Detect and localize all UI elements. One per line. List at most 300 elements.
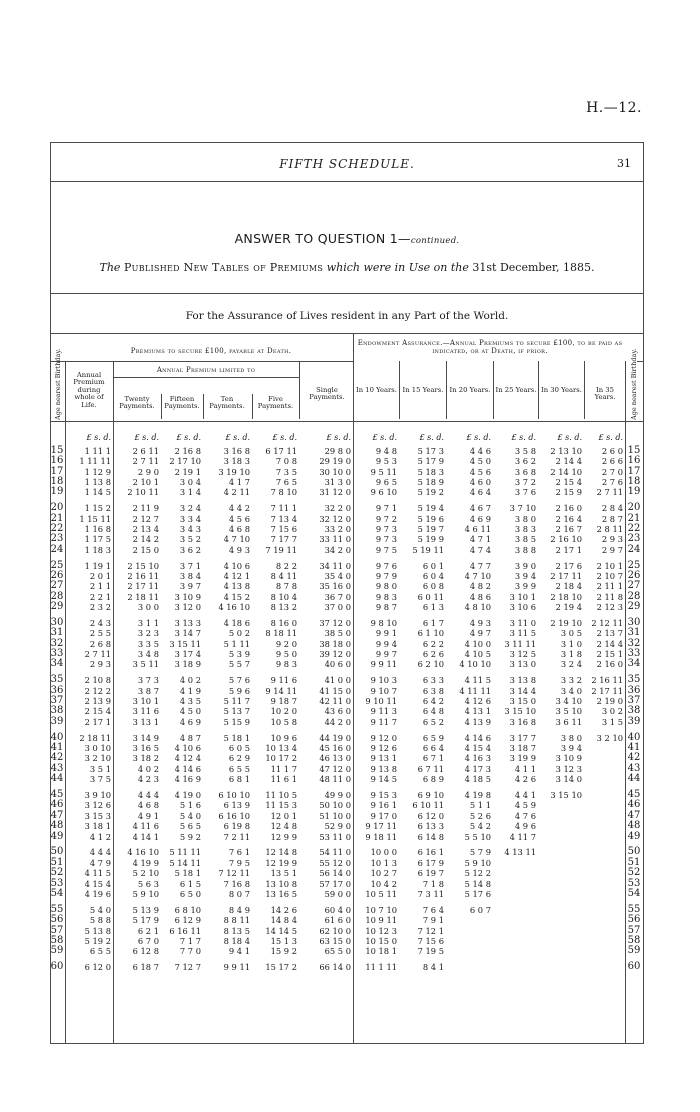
premium-cell: 39 12 0 [319, 649, 351, 660]
premium-cell: 32 12 0 [319, 513, 351, 524]
premium-cell: 4 2 3 [137, 774, 159, 785]
premium-cell: 2 18 4 [555, 581, 582, 592]
premium-cell: 4 9 6 [514, 821, 536, 832]
premium-cell: 6 0 7 [469, 904, 491, 915]
premium-cell: 4 10 6 [223, 560, 250, 571]
premium-cell: 12 4 8 [270, 821, 297, 832]
units-label: £ s. d. [557, 433, 582, 442]
page-number: 31 [617, 157, 631, 170]
age-left: 52 [50, 867, 64, 879]
published-dot: . [590, 261, 595, 274]
age-left: 33 [50, 648, 64, 660]
premium-cell: 10 5 11 [365, 888, 397, 899]
age-header-left: Age nearest Birthday. [54, 348, 62, 420]
premium-cell: 4 13 9 [464, 716, 491, 727]
premium-cell: 3 10 9 [555, 753, 582, 764]
premium-cell: 9 8 7 [375, 602, 397, 613]
premium-cell: 5 19 11 [412, 544, 444, 555]
units-label: £ s. d. [598, 433, 623, 442]
premium-cell: 9 12 6 [370, 743, 397, 754]
premium-cell: 6 5 5 [228, 763, 250, 774]
premium-cell: 2 17 1 [84, 716, 111, 727]
premium-cell: 4 19 9 [132, 857, 159, 868]
premium-cell: 8 7 8 [275, 581, 297, 592]
premium-cell: 5 5 7 [228, 659, 250, 670]
premium-cell: 2 16 4 [555, 513, 582, 524]
age-left: 21 [50, 512, 64, 524]
premium-cell: 6 4 8 [422, 706, 444, 717]
premium-cell: 8 16 0 [270, 618, 297, 629]
premium-cell: 9 10 11 [365, 696, 397, 707]
premium-cell: 5 2 10 [132, 868, 159, 879]
premium-cell: 37 0 0 [324, 602, 351, 613]
premium-cell: 4 4 2 [228, 503, 250, 514]
premium-cell: 2 14 10 [550, 466, 582, 477]
premium-cell: 4 6 9 [179, 716, 201, 727]
premium-cell: 3 17 4 [174, 649, 201, 660]
premium-cell: 2 10 8 [84, 675, 111, 686]
age-left: 32 [50, 637, 64, 649]
rule [51, 293, 643, 294]
premium-cell: 6 12 0 [84, 962, 111, 973]
premium-cell: 4 2 11 [223, 487, 250, 498]
premium-cell: 3 4 0 [560, 685, 582, 696]
age-right: 45 [627, 789, 641, 801]
premium-cell: 3 16 5 [132, 743, 159, 754]
premium-cell: 3 7 6 [514, 487, 536, 498]
answer-heading [51, 231, 643, 246]
premium-cell: 4 17 3 [464, 763, 491, 774]
published-tables-heading [51, 261, 643, 274]
age-right: 27 [627, 580, 641, 592]
premium-cell: 3 17 7 [509, 732, 536, 743]
units-label: £ s. d. [511, 433, 536, 442]
premium-cell: 9 7 3 [375, 534, 397, 545]
premium-cell: 54 11 0 [319, 847, 351, 858]
premium-cell: 6 7 0 [137, 935, 159, 946]
premium-cell: 5 7 6 [228, 675, 250, 686]
premium-cell: 2 3 2 [89, 602, 111, 613]
age-right: 31 [627, 627, 641, 639]
premium-cell: 4 1 9 [179, 685, 201, 696]
premium-cell: 10 5 8 [270, 716, 297, 727]
premium-cell: 10 0 0 [370, 847, 397, 858]
age-left: 40 [50, 731, 64, 743]
premium-cell: 6 12 0 [417, 810, 444, 821]
age-right: 54 [627, 887, 641, 899]
premium-cell: 4 1 2 [89, 831, 111, 842]
premium-cell: 4 15 4 [464, 743, 491, 754]
age-right: 29 [627, 601, 641, 613]
premium-cell: 2 7 0 [601, 466, 623, 477]
premium-cell: 1 14 5 [84, 487, 111, 498]
premium-cell: 43 6 0 [324, 706, 351, 717]
premium-cell: 4 1 1 [514, 763, 536, 774]
units-label: £ s. d. [466, 433, 491, 442]
premium-cell: 9 5 0 [275, 649, 297, 660]
premium-cell: 4 5 6 [469, 466, 491, 477]
age-left: 45 [50, 789, 64, 801]
premium-cell: 4 8 10 [464, 602, 491, 613]
premium-cell: 34 2 0 [324, 544, 351, 555]
premium-cell: 5 6 5 [179, 821, 201, 832]
age-right: 34 [627, 658, 641, 670]
age-right: 30 [627, 617, 641, 629]
premium-cell: 9 9 11 [370, 659, 397, 670]
premium-cell: 3 8 8 [514, 544, 536, 555]
premium-cell: 4 0 2 [179, 675, 201, 686]
premium-cell: 7 9 5 [228, 857, 250, 868]
premium-cell: 5 14 8 [464, 878, 491, 889]
premium-cell: 10 18 1 [365, 946, 397, 957]
premium-cell: 63 15 0 [319, 935, 351, 946]
schedule-title: FIFTH SCHEDULE. [279, 157, 415, 171]
age-right: 52 [627, 867, 641, 879]
premium-cell: 4 5 0 [179, 706, 201, 717]
premium-cell: 3 11 11 [504, 638, 536, 649]
premium-cell: 5 13 9 [132, 904, 159, 915]
premium-cell: 9 14 11 [265, 685, 297, 696]
premium-cell: 2 11 9 [132, 503, 159, 514]
premium-cell: 3 8 0 [514, 513, 536, 524]
whole-life-header: Annual Premium during whole of Life. [73, 371, 105, 409]
premium-cell: 2 10 1 [132, 477, 159, 488]
premium-cell: 12 19 9 [265, 857, 297, 868]
premium-cell: 4 10 5 [464, 649, 491, 660]
premium-cell: 12 9 9 [270, 831, 297, 842]
premium-cell: 9 4 8 [375, 446, 397, 456]
premium-cell: 8 18 4 [223, 935, 250, 946]
premium-cell: 2 4 3 [89, 618, 111, 629]
age-right: 28 [627, 590, 641, 602]
age-right: 42 [627, 752, 641, 764]
premium-cell: 3 3 5 [137, 638, 159, 649]
premium-cell: 10 12 3 [365, 925, 397, 936]
premium-cell: 1 13 8 [84, 477, 111, 488]
premium-cell: 4 10 0 [464, 638, 491, 649]
premium-cell: 2 6 0 [601, 446, 623, 456]
premium-cell: 61 6 0 [324, 915, 351, 926]
premium-cell: 6 10 10 [218, 790, 250, 801]
five-payments-header: Five Payments. [257, 395, 294, 411]
premium-cell: 37 12 0 [319, 618, 351, 629]
age-right: 22 [627, 523, 641, 535]
age-left: 15 [50, 445, 64, 456]
premium-cell: 4 19 8 [464, 790, 491, 801]
page-header [51, 143, 643, 181]
right-section-heading: Endowment Assurance.—Annual Premiums to secure £100, to be paid as indicated, or at Death, if prior. [357, 339, 623, 355]
premium-cell: 38 5 0 [324, 628, 351, 639]
premium-cell: 5 19 9 [417, 534, 444, 545]
premium-cell: 7 13 4 [270, 513, 297, 524]
premium-cell: 40 6 0 [324, 659, 351, 670]
premium-cell: 6 3 8 [422, 685, 444, 696]
premium-cell: 7 12 11 [218, 868, 250, 879]
premium-cell: 3 10 6 [509, 602, 536, 613]
premium-cell: 6 1 10 [417, 628, 444, 639]
premium-cell: 5 19 4 [417, 503, 444, 514]
premium-cell: 2 9 0 [137, 466, 159, 477]
premium-cell: 3 16 8 [223, 446, 250, 456]
premium-cell: 8 2 2 [275, 560, 297, 571]
premium-cell: 6 16 11 [169, 925, 201, 936]
premium-cell: 14 14 5 [265, 925, 297, 936]
premium-cell: 6 7 11 [417, 763, 444, 774]
premium-cell: 9 10 3 [370, 675, 397, 686]
premium-cell: 8 13 5 [223, 925, 250, 936]
premium-cell: 4 4 4 [89, 847, 111, 858]
premium-cell: 35 4 0 [324, 571, 351, 582]
premium-cell: 8 4 1 [422, 962, 444, 973]
premium-cell: 5 18 1 [223, 732, 250, 743]
premium-cell: 2 12 2 [84, 685, 111, 696]
single-payments-header: Single Payments. [309, 386, 345, 402]
premium-cell: 44 2 0 [324, 716, 351, 727]
premium-cell: 9 7 6 [375, 560, 397, 571]
premium-cell: 5 19 2 [84, 935, 111, 946]
premium-cell: 6 0 4 [422, 571, 444, 582]
premium-cell: 4 10 6 [174, 743, 201, 754]
premium-cell: 2 2 1 [89, 591, 111, 602]
age-right: 47 [627, 809, 641, 821]
premium-cell: 2 14 4 [555, 456, 582, 467]
premium-cell: 3 0 2 [601, 706, 623, 717]
age-left: 51 [50, 856, 64, 868]
premium-cell: 7 6 1 [228, 847, 250, 858]
premium-cell: 1 11 11 [79, 456, 111, 467]
premium-cell: 10 7 10 [365, 904, 397, 915]
premium-cell: 44 19 0 [319, 732, 351, 743]
premium-cell: 4 14 6 [174, 763, 201, 774]
premium-cell: 3 6 2 [514, 456, 536, 467]
premium-cell: 2 9 7 [601, 544, 623, 555]
premium-cell: 6 8 1 [228, 774, 250, 785]
premium-cell: 7 3 11 [417, 888, 444, 899]
premium-cell: 3 18 7 [509, 743, 536, 754]
endowment-25-header: In 25 Years. [495, 386, 537, 394]
premium-cell: 7 19 11 [265, 544, 297, 555]
premium-cell: 3 7 3 [137, 675, 159, 686]
premium-cell: 3 0 10 [84, 743, 111, 754]
premium-cell: 9 9 1 [375, 628, 397, 639]
premium-cell: 6 14 8 [417, 831, 444, 842]
premium-cell: 3 6 8 [514, 466, 536, 477]
premium-cell: 5 18 1 [174, 868, 201, 879]
premium-cell: 3 0 5 [560, 628, 582, 639]
premium-cell: 11 15 3 [265, 800, 297, 811]
premium-cell: 6 8 10 [174, 904, 201, 915]
premium-cell: 2 0 1 [89, 571, 111, 582]
premium-cell: 6 12 9 [174, 915, 201, 926]
premium-cell: 3 13 1 [132, 716, 159, 727]
age-left: 22 [50, 523, 64, 535]
premium-cell: 3 1 4 [179, 487, 201, 498]
premium-cell: 6 5 5 [89, 946, 111, 957]
premium-cell: 2 17 11 [550, 571, 582, 582]
premium-cell: 2 7 6 [601, 477, 623, 488]
premium-cell: 3 10 1 [509, 591, 536, 602]
premium-cell: 2 13 4 [132, 524, 159, 535]
premium-cell: 4 11 5 [464, 675, 491, 686]
premium-cell: 6 19 7 [417, 868, 444, 879]
premium-cell: 3 8 5 [514, 534, 536, 545]
premium-cell: 2 18 11 [79, 732, 111, 743]
premium-cell: 3 7 2 [514, 477, 536, 488]
premium-cell: 4 14 6 [464, 732, 491, 743]
premium-cell: 6 1 5 [179, 878, 201, 889]
age-right: 21 [627, 512, 641, 524]
premium-cell: 9 18 11 [365, 831, 397, 842]
premium-cell: 9 9 11 [223, 962, 250, 973]
premium-cell: 4 9 3 [469, 618, 491, 629]
premium-cell: 3 15 10 [550, 790, 582, 801]
rule [51, 181, 643, 182]
premium-cell: 9 14 5 [370, 774, 397, 785]
premium-cell: 6 13 9 [223, 800, 250, 811]
age-left: 36 [50, 684, 64, 696]
premium-cell: 2 13 7 [596, 628, 623, 639]
premium-cell: 6 10 11 [412, 800, 444, 811]
premium-cell: 4 4 1 [514, 790, 536, 801]
premium-cell: 4 16 10 [218, 602, 250, 613]
premium-cell: 3 5 10 [555, 706, 582, 717]
units-label: £ s. d. [225, 433, 250, 442]
age-left: 20 [50, 502, 64, 514]
published-prefix: The [99, 261, 124, 274]
premium-cell: 2 19 0 [596, 696, 623, 707]
endowment-20-header: In 20 Years. [449, 386, 491, 394]
premium-cell: 7 7 0 [179, 946, 201, 957]
age-left: 44 [50, 773, 64, 785]
premium-cell: 7 19 5 [417, 946, 444, 957]
premium-cell: 3 15 10 [504, 706, 536, 717]
premium-cell: 6 0 5 [228, 743, 250, 754]
age-left: 27 [50, 580, 64, 592]
premium-cell: 4 9 3 [228, 544, 250, 555]
age-left: 19 [50, 486, 64, 498]
premium-cell: 3 12 6 [84, 800, 111, 811]
premium-cell: 4 4 6 [469, 446, 491, 456]
age-left: 58 [50, 934, 64, 946]
premium-cell: 3 18 2 [132, 753, 159, 764]
premium-cell: 3 10 9 [174, 591, 201, 602]
units-label: £ s. d. [419, 433, 444, 442]
premium-cell: 3 19 10 [218, 466, 250, 477]
age-left: 17 [50, 465, 64, 477]
premium-cell: 2 10 7 [596, 571, 623, 582]
assurance-line: For the Assurance of Lives resident in any Part of the World. [185, 310, 509, 322]
premium-cell: 3 11 5 [509, 628, 536, 639]
premium-cell: 6 17 11 [265, 446, 297, 456]
premium-cell: 4 11 11 [459, 685, 491, 696]
premium-cell: 5 9 6 [228, 685, 250, 696]
age-left: 30 [50, 617, 64, 629]
premium-cell: 5 11 11 [169, 847, 201, 858]
age-right: 38 [627, 705, 641, 717]
premium-cell: 7 0 8 [275, 456, 297, 467]
premium-cell: 4 7 4 [469, 544, 491, 555]
premium-cell: 3 12 5 [509, 649, 536, 660]
premium-cell: 7 16 8 [223, 878, 250, 889]
premium-cell: 2 15 4 [555, 477, 582, 488]
age-left: 43 [50, 762, 64, 774]
premium-cell: 8 4 11 [270, 571, 297, 582]
premium-cell: 4 7 10 [223, 534, 250, 545]
premium-cell: 9 11 7 [370, 716, 397, 727]
premium-cell: 9 9 4 [375, 638, 397, 649]
premium-cell: 4 9 7 [469, 628, 491, 639]
age-left: 46 [50, 799, 64, 811]
endowment-10-header: In 10 Years. [356, 386, 397, 394]
premium-cell: 2 19 4 [555, 602, 582, 613]
premium-cell: 3 11 6 [132, 706, 159, 717]
premium-cell: 9 8 10 [370, 618, 397, 629]
age-right: 23 [627, 533, 641, 545]
premium-cell: 4 16 10 [127, 847, 159, 858]
premium-cell: 10 13 4 [265, 743, 297, 754]
age-right: 19 [627, 486, 641, 498]
premium-cell: 4 5 6 [228, 513, 250, 524]
premium-cell: 9 7 1 [375, 503, 397, 514]
premium-cell: 6 0 11 [417, 591, 444, 602]
premium-cell: 3 6 11 [555, 716, 582, 727]
premium-cell: 3 11 0 [509, 618, 536, 629]
premium-cell: 60 4 0 [324, 904, 351, 915]
premium-cell: 49 9 0 [324, 790, 351, 801]
premium-cell: 5 5 10 [464, 831, 491, 842]
premium-cell: 4 7 1 [469, 534, 491, 545]
premium-cell: 2 12 3 [596, 602, 623, 613]
premium-cell: 3 15 3 [84, 810, 111, 821]
premium-cell: 2 12 7 [132, 513, 159, 524]
premium-cell: 6 8 9 [422, 774, 444, 785]
twenty-payments-header: Twenty Payments. [119, 395, 155, 411]
left-section-heading: Premiums to secure £100, payable at Death. [130, 347, 292, 355]
premium-cell: 6 2 6 [422, 649, 444, 660]
premium-cell: 29 19 0 [319, 456, 351, 467]
premium-cell: 4 5 0 [469, 456, 491, 467]
premium-cell: 3 12 3 [555, 763, 582, 774]
premium-cell: 4 7 9 [89, 857, 111, 868]
premium-cell: 3 16 8 [509, 716, 536, 727]
premium-cell: 9 17 11 [365, 821, 397, 832]
premium-cell: 9 7 2 [375, 513, 397, 524]
age-right: 51 [627, 856, 641, 868]
age-right: 16 [627, 455, 641, 467]
premium-cell: 6 16 10 [218, 810, 250, 821]
premium-cell: 5 9 10 [132, 888, 159, 899]
premium-cell: 9 9 7 [375, 649, 397, 660]
age-left: 41 [50, 742, 64, 754]
premium-cell: 7 11 1 [270, 503, 297, 514]
age-left: 16 [50, 455, 64, 467]
premium-cell: 3 6 2 [179, 544, 201, 555]
age-right: 26 [627, 570, 641, 582]
premium-cell: 2 16 0 [555, 503, 582, 514]
units-label: £ s. d. [86, 433, 111, 442]
premium-cell: 11 1 11 [365, 962, 397, 973]
premium-cell: 5 17 9 [417, 456, 444, 467]
premium-cell: 5 17 3 [417, 446, 444, 456]
premium-cell: 10 9 6 [270, 732, 297, 743]
premium-cell: 2 6 11 [132, 446, 159, 456]
premium-cell: 3 8 4 [179, 571, 201, 582]
premium-cell: 9 12 0 [370, 732, 397, 743]
premium-cell: 6 1 7 [422, 618, 444, 629]
premium-cell: 7 1 8 [422, 878, 444, 889]
age-right: 25 [627, 559, 641, 571]
premium-cell: 4 3 5 [179, 696, 201, 707]
